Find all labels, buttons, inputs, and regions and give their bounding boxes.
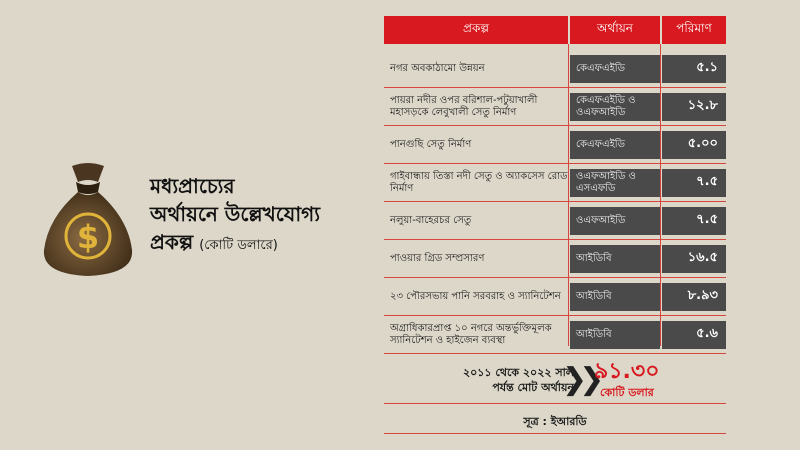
header-fund: অর্থায়ন [570,16,660,44]
total-label-line-2: পর্যন্ত মোট অর্থায়ন [492,381,574,394]
row-project: অগ্রাধিকারপ্রাপ্ত ১০ নগরে অন্তর্ভুক্তিমূলক স্যানিটেশন ও হাইজেন ব্যবস্থা [390,322,552,346]
row-fund: কেএফএইডি [570,55,660,83]
table-row [384,202,726,240]
row-fund: আইডিবি [570,321,660,349]
double-chevron-right-icon: ❯❯ [562,362,597,397]
row-fund: আইডিবি [570,283,660,311]
row-project: পানগুছি সেতু নির্মাণ [390,138,472,150]
total-unit: কোটি ডলার [600,386,654,399]
row-amount: ৫.৬ [662,321,726,349]
table-row [384,278,726,316]
table-row [384,50,726,88]
headline-line-2: অর্থায়নে উল্লেখযোগ্য [150,202,321,226]
money-bag-icon [38,158,138,278]
row-fund: কেএফএইডি ও ওএফআইডি [570,93,660,121]
table-header [384,16,726,44]
row-fund: আইডিবি [570,245,660,273]
header-amount: পরিমাণ [662,16,726,44]
row-amount: ৭.৫ [662,169,726,197]
row-fund: ওএফআইডি [570,207,660,235]
project-table [384,16,726,354]
header-project: প্রকল্প [384,16,568,44]
table-row [384,126,726,164]
row-amount: ৭.৫ [662,207,726,235]
table-row [384,88,726,126]
row-amount: ১২.৮ [662,93,726,121]
headline [150,172,380,260]
row-amount: ১৬.৫ [662,245,726,273]
headline-line-3-text: প্রকল্প [150,230,194,254]
row-project: ২৩ পৌরসভায় পানি সরবরাহ ও স্যানিটেশন [390,290,561,302]
source-note: সূত্র : ইআরডি [384,410,726,434]
table-row [384,164,726,202]
row-project: গাইবান্ধায় তিস্তা নদী সেতু ও অ্যাকসেস রোড নির্মাণ [390,170,568,194]
headline-line-1: মধ্যপ্রাচ্যের [150,174,235,198]
table-body [384,50,726,354]
row-project: পাওয়ার গ্রিড সম্প্রসারণ [390,252,485,264]
row-project: নগর অবকাঠামো উন্নয়ন [390,62,485,74]
row-amount: ৫.১ [662,55,726,83]
total-funding [384,360,726,404]
row-amount: ৮.৯৩ [662,283,726,311]
table-row [384,240,726,278]
total-value: ৯১.৩০ [594,359,660,384]
row-project: পায়রা নদীর ওপর বরিশাল-পটুয়াখালী মহাসড়কে লেবুখালী সেতু নির্মাণ [390,94,538,118]
table-row [384,316,726,354]
total-label-line-1: ২০১১ থেকে ২০২২ সাল [462,366,574,379]
total-label [424,365,574,395]
headline-unit: (কোটি ডলারে) [199,238,278,253]
row-amount: ৫.০০ [662,131,726,159]
row-project: নলুয়া-বাহেরচর সেতু [390,214,472,226]
headline-line-3 [150,228,380,260]
svg-text:$: $ [76,218,100,256]
row-fund: কেএফএইডি [570,131,660,159]
column-divider [568,44,569,346]
row-fund: ওএফআইডি ও এসএফডি [570,169,660,197]
column-divider [660,44,661,346]
